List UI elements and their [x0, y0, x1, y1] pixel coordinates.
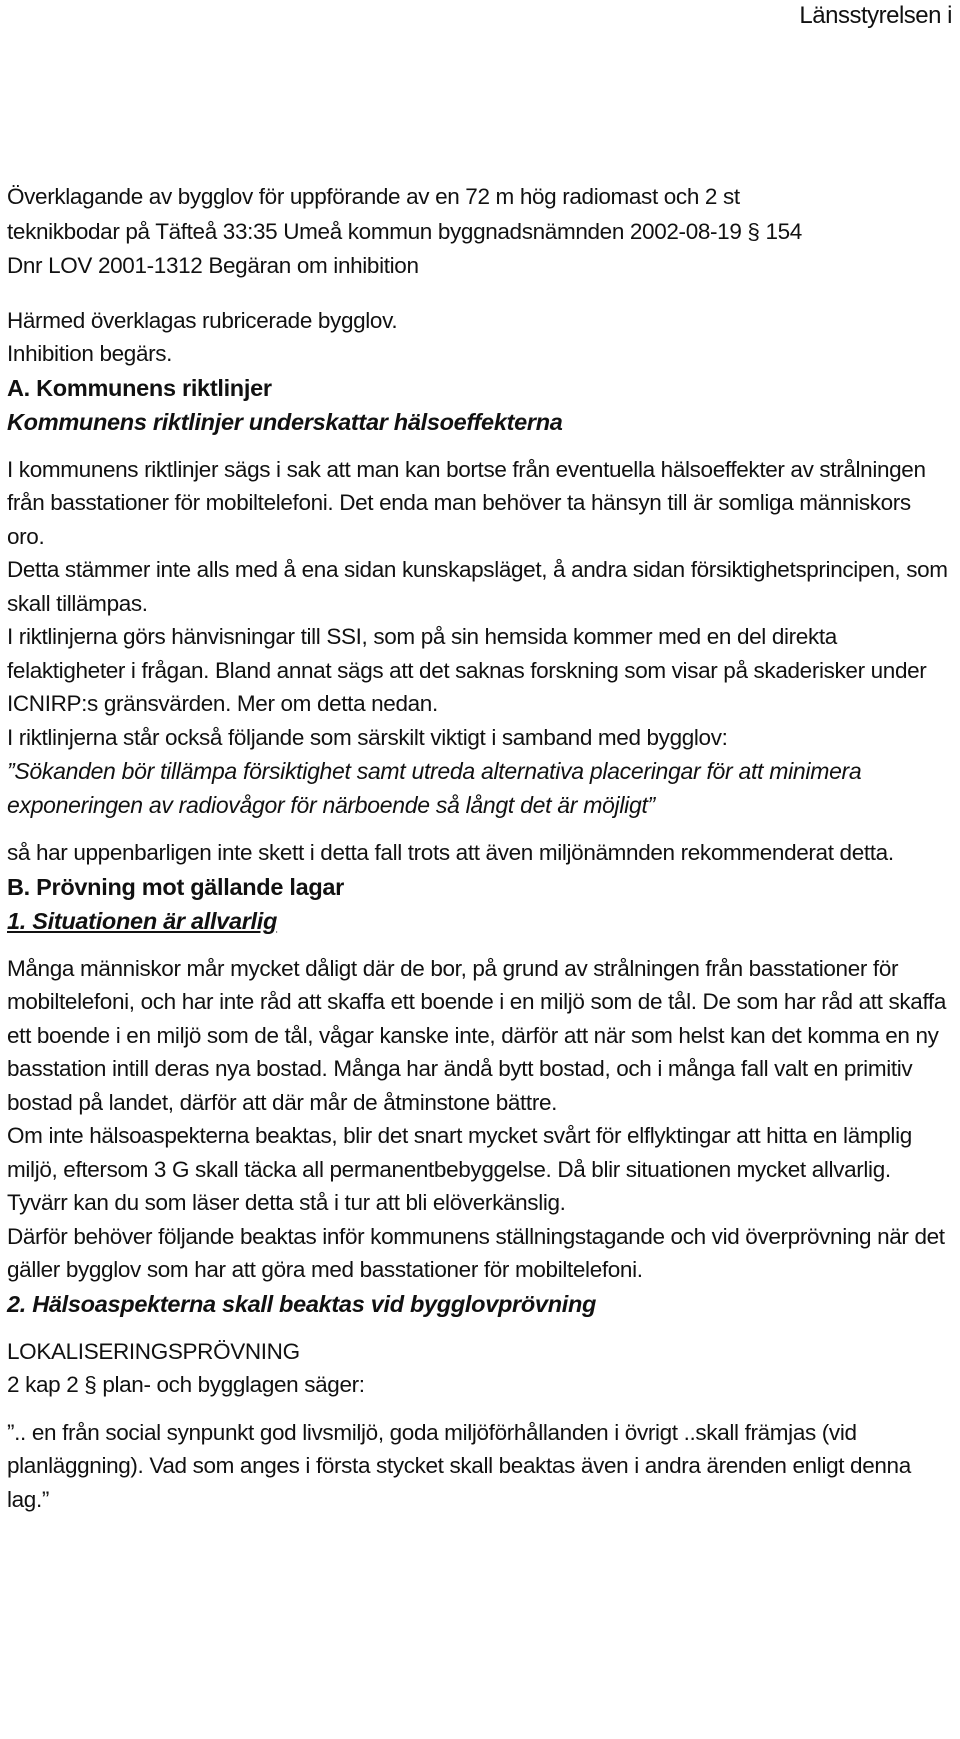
- law-quote: ”.. en från social synpunkt god livsmiljö, goda miljöförhållanden i övrigt ..skall främjas (vid planläggning). Vad som anges i första stycket skall beaktas även i andra ärenden enligt denna lag.”: [7, 1419, 911, 1512]
- section-a-heading: A. Kommunens riktlinjer: [7, 374, 272, 401]
- intro-line-1: Överklagande av bygglov för uppförande av en 72 m hög radiomast och 2 st: [7, 184, 740, 209]
- intro-line-3: Dnr LOV 2001-1312 Begäran om inhibition: [7, 253, 419, 278]
- localization-label: LOKALISERINGSPRÖVNING: [7, 1338, 300, 1364]
- section-a-para-3: I riktlinjerna görs hänvisningar till SSI, som på sin hemsida kommer med en del direkta felaktigheter i frågan. Bland annat sägs att det saknas forskning som visar på skaderisker under ICNIRP:s gränsvärden. Mer om detta nedan.: [7, 624, 927, 716]
- document-body: [7, 180, 952, 1516]
- appeal-line-2: Inhibition begärs.: [7, 341, 173, 366]
- section-a-quote: ”Sökanden bör tillämpa försiktighet samt utreda alternativa placeringar för att minimera exponeringen av radiovågor för närboende så långt det är möjligt”: [7, 758, 862, 818]
- law-reference: 2 kap 2 § plan- och bygglagen säger:: [7, 1372, 365, 1397]
- intro-line-2: teknikbodar på Täfteå 33:35 Umeå kommun byggnadsnämnden 2002-08-19 § 154: [7, 218, 802, 244]
- section-a-para-1: I kommunens riktlinjer sägs i sak att man kan bortse från eventuella hälsoeffekter av strålningen från basstationer för mobiltelefoni. Det enda man behöver ta hänsyn till är somliga människors oro.: [7, 456, 926, 549]
- section-b-para-4: Därför behöver följande beaktas inför kommunens ställningstagande och vid överprövning när det gäller bygglov som har att göra med basstationer för mobiltelefoni.: [7, 1223, 945, 1282]
- appeal-line-1: Härmed överklagas rubricerade bygglov.: [7, 307, 398, 333]
- section-a-para-5: så har uppenbarligen inte skett i detta fall trots att även miljönämnden rekommenderat detta.: [7, 840, 894, 865]
- section-b-sub-2: 2. Hälsoaspekterna skall beaktas vid bygglovprövning: [7, 1290, 597, 1317]
- appeal-block: [7, 304, 952, 371]
- section-b-para-1: Många människor mår mycket dåligt där de bor, på grund av strålningen från basstationer för mobiltelefoni, och har inte råd att skaffa ett boende i en miljö som de tål. De som har råd att skaffa ett boende i en miljö som de tål, vågar kanske inte, därför att när som helst kan det komma en ny basstation intill deras nya bostad. Många har ändå bytt bostad, och i många fall valt en primitiv bostad på landet, därför att där mår de åtminstone bättre.: [7, 955, 946, 1115]
- section-b-para-3: Tyvärr kan du som läser detta stå i tur att bli elöverkänslig.: [7, 1190, 566, 1215]
- section-a-subheading: Kommunens riktlinjer underskattar hälsoeffekterna: [7, 408, 563, 435]
- section-b-sub-1: 1. Situationen är allvarlig: [7, 907, 278, 934]
- section-b-para-2: Om inte hälsoaspekterna beaktas, blir det snart mycket svårt för elflyktingar att hitta en lämplig miljö, eftersom 3 G skall täcka all permanentbebyggelse. Då blir situationen mycket allvarlig.: [7, 1123, 912, 1182]
- section-a-para-2: Detta stämmer inte alls med å ena sidan kunskapsläget, å andra sidan försiktighetsprincipen, som skall tillämpas.: [7, 557, 948, 616]
- section-a-para-4: I riktlinjerna står också följande som särskilt viktigt i samband med bygglov:: [7, 724, 728, 750]
- section-b-heading: B. Prövning mot gällande lagar: [7, 873, 345, 900]
- intro-block: [7, 180, 952, 284]
- page-header: Länsstyrelsen i: [799, 2, 952, 29]
